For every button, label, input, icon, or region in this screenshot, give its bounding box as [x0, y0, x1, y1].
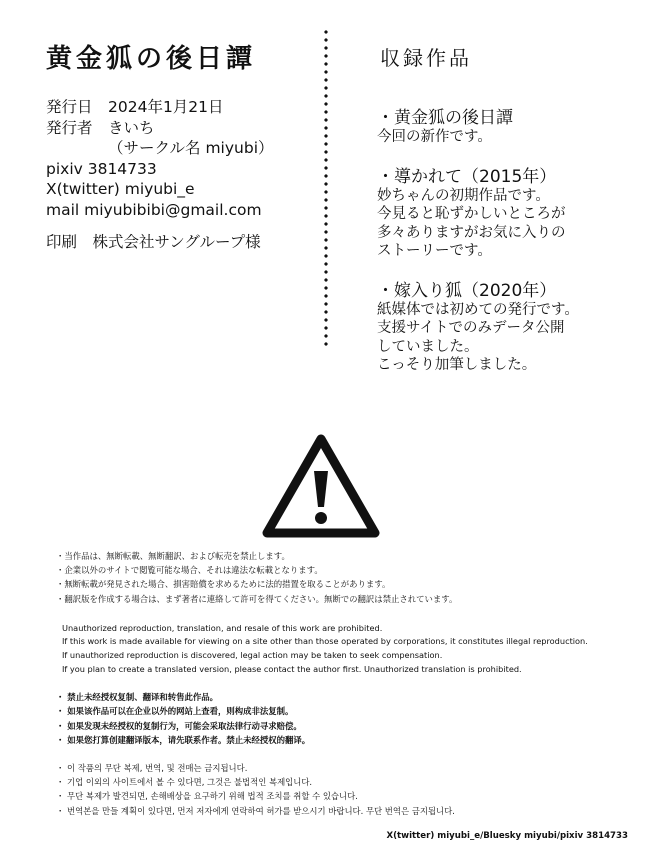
twitter-handle: X(twitter) miyubi_e — [46, 180, 195, 198]
notice-line: ・ 무단 복제가 발견되면, 손해배상을 요구하기 위해 법적 조치를 취할 수 있습니다. — [56, 791, 358, 802]
footer-social-links: X(twitter) miyubi_e/Bluesky miyubi/pixiv 3814733 — [386, 831, 628, 841]
mail-address: mail miyubibibi@gmail.com — [46, 200, 262, 219]
notice-line: ・ 如果发现未经授权的复制行为，可能会采取法律行动寻求赔偿。 — [56, 720, 302, 731]
work-title: ・嫁入り狐（2020年） — [377, 280, 557, 301]
warning-triangle-icon — [262, 433, 380, 539]
notice-chinese — [56, 690, 616, 747]
notice-line: If this work is made available for viewing on a site other than those operated by corporations, it constitutes illegal reproduction. — [62, 636, 588, 647]
notice-japanese — [56, 549, 616, 606]
work-desc-line: 紙媒体では初めての発行です。 — [377, 301, 579, 318]
notice-line: Unauthorized reproduction, translation, and resale of this work are prohibited. — [62, 622, 383, 633]
notice-line: ・ 禁止未经授权复制、翻译和转售此作品。 — [56, 692, 219, 703]
notice-line: If you plan to create a translated version, please contact the author first. Unauthorized translation is prohibited. — [62, 663, 522, 674]
notice-line: ・ 이 작품의 무단 복제, 번역, 및 전매는 금지됩니다. — [56, 763, 248, 773]
pixiv-id: pixiv 3814733 — [46, 159, 157, 178]
notice-line: ・ 如果您打算创建翻译版本，请先联系作者。禁止未经授权的翻译。 — [56, 734, 311, 745]
work-desc-line: 支援サイトでのみデータ公開 — [377, 320, 565, 336]
work-item — [377, 281, 637, 375]
work-desc-line: 妙ちゃんの初期作品です。 — [377, 187, 550, 204]
work-title: ・黄金狐の後日譚 — [377, 108, 513, 128]
publisher: 発行者 きいち — [46, 118, 155, 137]
page-title: 黄金狐の後日譚 — [46, 44, 257, 74]
copyright-notices — [56, 549, 616, 830]
works-heading: 収録作品 — [380, 46, 472, 70]
work-desc-line: ストーリーです。 — [377, 243, 492, 259]
work-item — [377, 108, 637, 147]
work-desc-line: 今回の新作です。 — [377, 129, 492, 145]
notice-korean — [56, 761, 616, 818]
colophon-info — [46, 97, 274, 253]
notice-line: ・企業以外のサイトで閲覧可能な場合、それは違法な転載となります。 — [56, 565, 323, 576]
dotted-divider — [324, 28, 328, 346]
works-list — [377, 108, 637, 395]
notice-line: ・無断転載が発見された場合、損害賠償を求めるために法的措置を取ることがあります。 — [56, 579, 391, 590]
work-desc-line: 今見ると恥ずかしいところが — [377, 206, 566, 222]
notice-line: ・当作品は、無断転載、無断翻訳、および転売を禁止します。 — [56, 551, 290, 561]
notice-english — [56, 622, 616, 676]
work-desc-line: 多々ありますがお気に入りの — [377, 224, 566, 241]
work-desc-line: していました。 — [377, 338, 479, 355]
circle-name: （サークル名 miyubi） — [108, 139, 274, 157]
notice-line: ・ 如果该作品可以在企业以外的网站上查看，则构成非法复制。 — [56, 706, 294, 717]
notice-line: ・ 번역본을 만들 계획이 있다면, 먼저 저자에게 연락하여 허가를 받으시기 바랍니다. 무단 번역은 금지됩니다. — [56, 805, 455, 816]
notice-line: ・ 기업 이외의 사이트에서 볼 수 있다면, 그것은 불법적인 복제입니다. — [56, 777, 313, 788]
work-title: ・導かれて（2015年） — [377, 166, 557, 187]
printing-company: 印刷 株式会社サングループ様 — [46, 233, 261, 251]
notice-line: ・翻訳版を作成する場合は、まず著者に連絡して許可を得てください。無断での翻訳は禁止されています。 — [56, 593, 458, 604]
publish-date: 発行日 2024年1月21日 — [46, 98, 224, 116]
work-desc-line: こっそり加筆しました。 — [377, 357, 537, 373]
work-item — [377, 167, 637, 261]
notice-line: If unauthorized reproduction is discovered, legal action may be taken to seek compensation. — [62, 650, 443, 660]
